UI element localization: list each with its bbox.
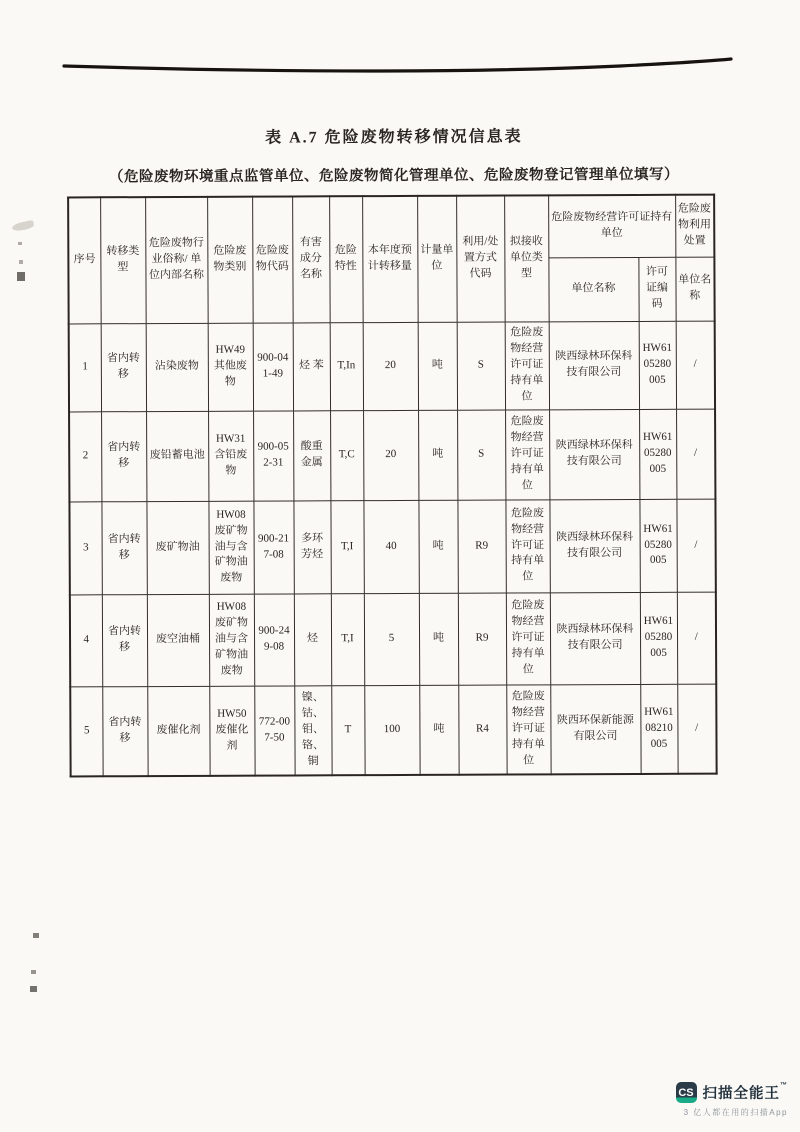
cell-license-holder-name: 陕西绿林环保科技有限公司: [550, 592, 640, 684]
cell-common-name: 沾染废物: [146, 323, 208, 411]
cell-license-holder-name: 陕西绿林环保科技有限公司: [549, 321, 639, 409]
cell-utilization-name: /: [677, 684, 716, 774]
cell-unit: 吨: [418, 322, 457, 410]
cell-seq: 2: [69, 411, 101, 501]
cell-license-code: HW6105280005: [639, 321, 676, 409]
col-header-license-holder-group: 危险废物经营许可证持有单位: [548, 195, 675, 258]
cell-annual-amount: 5: [364, 593, 419, 685]
cell-code: 900-041-49: [253, 322, 293, 410]
cell-unit: 吨: [418, 500, 457, 593]
col-header-utilization-group: 危险废物利用处置: [675, 195, 714, 257]
cell-category: HW08废矿物油与含矿物油废物: [209, 594, 254, 686]
cell-transfer-type: 省内转移: [101, 411, 146, 501]
cell-harmful-components: 酸重金属: [293, 410, 330, 500]
cell-common-name: 废铅蓄电池: [146, 411, 208, 501]
cell-transfer-type: 省内转移: [102, 686, 147, 776]
cell-code: 772-007-50: [254, 685, 294, 775]
cell-hazard-property: T,I: [330, 500, 363, 593]
watermark-tagline: 3 亿人都在用的扫描App: [683, 1108, 788, 1117]
col-header-license-code: 许可证编码: [638, 257, 675, 321]
col-header-hazard-property: 危险特性: [329, 196, 363, 322]
cell-receiver-type: 危险废物经营许可证持有单位: [505, 499, 549, 592]
cell-seq: 3: [69, 501, 101, 594]
cell-utilization-name: /: [676, 499, 715, 592]
cell-category: HW08废矿物油与含矿物油废物: [208, 501, 253, 594]
cell-disposal-code: S: [457, 322, 505, 410]
col-header-license-holder-name: 单位名称: [548, 257, 638, 321]
cell-harmful-components: 多环芳烃: [293, 500, 330, 593]
table-title: 表 A.7 危险废物转移情况信息表: [265, 128, 523, 147]
col-header-receiver-type: 拟接收单位类型: [504, 195, 549, 321]
cell-transfer-type: 省内转移: [101, 323, 146, 411]
cell-receiver-type: 危险废物经营许可证持有单位: [505, 409, 549, 499]
cell-disposal-code: R9: [458, 593, 506, 685]
cell-license-code: HW6108210005: [640, 684, 677, 774]
cell-license-holder-name: 陕西绿林环保科技有限公司: [549, 409, 639, 499]
table-row: [69, 499, 715, 595]
cell-seq: 4: [70, 594, 102, 686]
cs-logo-text: CS: [678, 1086, 694, 1099]
cell-hazard-property: T,C: [330, 410, 363, 500]
cell-utilization-name: /: [676, 321, 715, 409]
hazardous-waste-transfer-table: [67, 194, 718, 778]
col-header-common-name: 危险废物行业俗称/ 单位内部名称: [145, 197, 208, 323]
cell-seq: 1: [69, 323, 101, 411]
col-header-harmful-components: 有害成分名称: [292, 196, 330, 322]
cell-unit: 吨: [419, 685, 458, 775]
cell-license-holder-name: 陕西绿林环保科技有限公司: [549, 499, 639, 592]
cell-code: 900-249-08: [254, 593, 294, 685]
table-row: [69, 409, 715, 502]
cell-license-holder-name: 陕西环保新能源有限公司: [550, 684, 640, 774]
cell-category: HW31含铅废物: [208, 411, 253, 501]
cell-harmful-components: 烃 苯: [293, 322, 330, 410]
cell-hazard-property: T,I: [331, 593, 364, 685]
cell-code: 900-052-31: [253, 410, 293, 500]
camscanner-watermark: [638, 1082, 788, 1118]
cell-seq: 5: [70, 686, 102, 776]
col-header-disposal-code: 利用/处置方式代码: [456, 196, 505, 322]
table-row: [70, 592, 716, 687]
trademark-mark: ™: [780, 1082, 788, 1089]
cell-unit: 吨: [419, 593, 458, 685]
col-header-transfer-type: 转移类型: [100, 197, 146, 323]
cell-receiver-type: 危险废物经营许可证持有单位: [505, 321, 549, 409]
table-row: [69, 321, 715, 412]
cell-code: 900-217-08: [253, 500, 293, 593]
cell-category: HW50废催化剂: [209, 686, 254, 776]
cell-disposal-code: S: [457, 410, 505, 500]
cs-logo-icon: [676, 1082, 697, 1103]
cell-annual-amount: 40: [363, 500, 418, 593]
cell-transfer-type: 省内转移: [101, 501, 146, 594]
cell-unit: 吨: [418, 410, 457, 500]
brand-label: 扫描全能王: [702, 1086, 780, 1102]
watermark-brand-text: [703, 1082, 789, 1103]
cell-receiver-type: 危险废物经营许可证持有单位: [506, 684, 550, 774]
cell-hazard-property: T: [331, 685, 364, 775]
cell-common-name: 废催化剂: [147, 686, 209, 776]
table-subtitle: （危险废物环境重点监管单位、危险废物简化管理单位、危险废物登记管理单位填写）: [108, 166, 680, 186]
cell-harmful-components: 镍、钴、钼、铬、铜: [294, 685, 331, 775]
col-header-seq: 序号: [68, 197, 101, 323]
col-header-category: 危险废物类别: [207, 197, 253, 323]
col-header-code: 危险废物代码: [252, 196, 293, 322]
cell-category: HW49其他废物: [208, 323, 253, 411]
cell-annual-amount: 20: [363, 322, 418, 410]
cell-receiver-type: 危险废物经营许可证持有单位: [506, 592, 550, 684]
cell-common-name: 废矿物油: [146, 501, 208, 594]
cell-annual-amount: 20: [363, 410, 418, 500]
cell-license-code: HW6105280005: [639, 409, 676, 499]
table-row: [70, 684, 716, 777]
col-header-annual-amount: 本年度预计转移量: [362, 196, 418, 322]
cell-utilization-name: /: [677, 592, 716, 684]
cell-transfer-type: 省内转移: [102, 594, 147, 686]
col-header-unit: 计量单位: [417, 196, 457, 322]
cell-disposal-code: R9: [457, 500, 505, 593]
cell-license-code: HW6105280005: [640, 592, 677, 684]
cell-common-name: 废空油桶: [147, 594, 209, 686]
cell-disposal-code: R4: [458, 685, 506, 775]
cell-utilization-name: /: [676, 409, 715, 499]
cell-annual-amount: 100: [364, 685, 419, 775]
cell-hazard-property: T,In: [330, 322, 363, 410]
cell-license-code: HW6105280005: [639, 499, 676, 592]
col-header-utilization-name: 单位名称: [675, 257, 714, 321]
cell-harmful-components: 烃: [294, 593, 331, 685]
